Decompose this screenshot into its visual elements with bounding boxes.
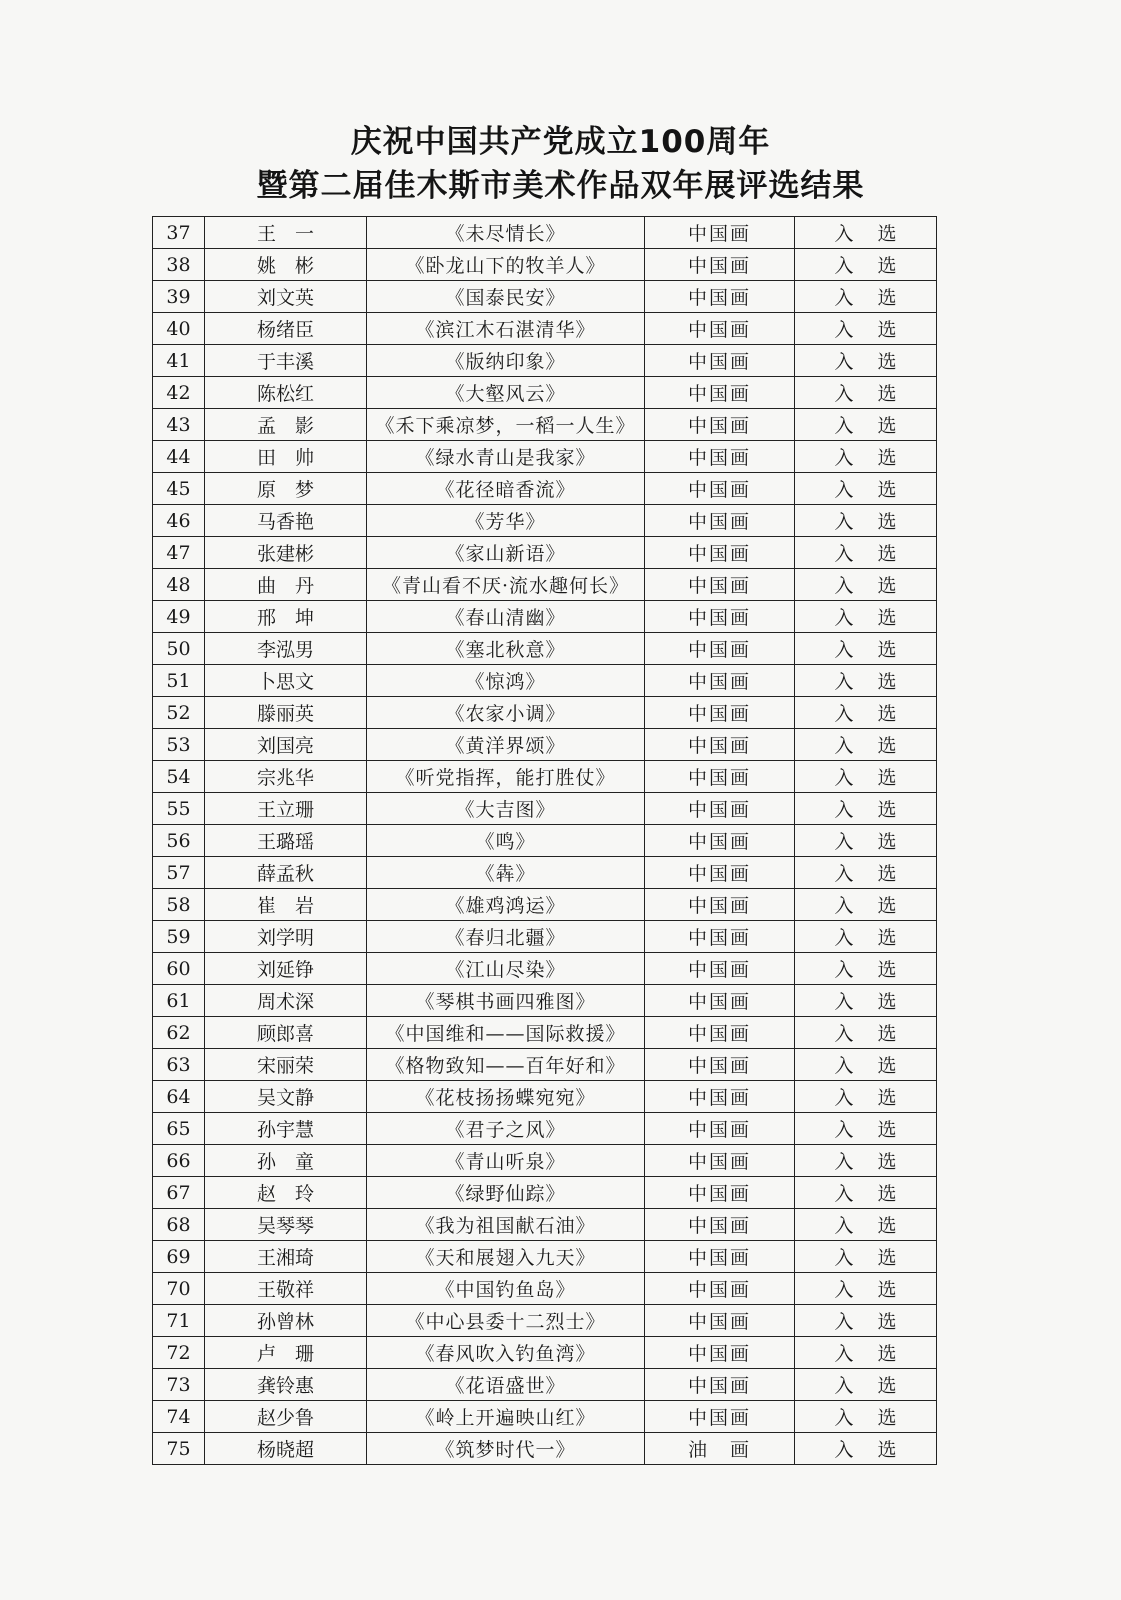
table-row xyxy=(153,601,937,633)
entry-number: 61 xyxy=(153,985,205,1017)
artwork-title: 《筑梦时代一》 xyxy=(367,1433,645,1465)
selection-result-text: 入选 xyxy=(834,799,921,821)
artwork-category: 油 画 xyxy=(645,1433,795,1465)
table-row xyxy=(153,409,937,441)
table-row xyxy=(153,1017,937,1049)
page-title-line2: 暨第二届佳木斯市美术作品双年展评选结果 xyxy=(256,168,865,204)
selection-result xyxy=(795,761,937,793)
table-row xyxy=(153,697,937,729)
entry-number: 50 xyxy=(153,633,205,665)
table-row xyxy=(153,921,937,953)
artwork-category: 中国画 xyxy=(645,1017,795,1049)
artwork-category: 中国画 xyxy=(645,601,795,633)
table-row xyxy=(153,505,937,537)
artwork-category: 中国画 xyxy=(645,793,795,825)
artist-name: 刘延铮 xyxy=(205,953,367,985)
entry-number: 74 xyxy=(153,1401,205,1433)
entry-number: 37 xyxy=(153,217,205,249)
artwork-title: 《花语盛世》 xyxy=(367,1369,645,1401)
table-row xyxy=(153,281,937,313)
selection-result xyxy=(795,1081,937,1113)
selection-result-text: 入选 xyxy=(834,479,921,501)
artwork-title: 《春山清幽》 xyxy=(367,601,645,633)
artist-name: 邢 坤 xyxy=(205,601,367,633)
selection-result-text: 入选 xyxy=(834,351,921,373)
selection-result-text: 入选 xyxy=(834,543,921,565)
artwork-title: 《鸣》 xyxy=(367,825,645,857)
entry-number: 70 xyxy=(153,1273,205,1305)
artwork-title: 《家山新语》 xyxy=(367,537,645,569)
selection-result xyxy=(795,569,937,601)
artwork-title: 《中心县委十二烈士》 xyxy=(367,1305,645,1337)
artwork-category: 中国画 xyxy=(645,217,795,249)
artwork-category: 中国画 xyxy=(645,1273,795,1305)
artwork-category: 中国画 xyxy=(645,569,795,601)
artwork-category: 中国画 xyxy=(645,377,795,409)
table-row xyxy=(153,569,937,601)
artwork-title: 《春归北疆》 xyxy=(367,921,645,953)
entry-number: 58 xyxy=(153,889,205,921)
table-row xyxy=(153,1177,937,1209)
artwork-title: 《中国钓鱼岛》 xyxy=(367,1273,645,1305)
artwork-title: 《琴棋书画四雅图》 xyxy=(367,985,645,1017)
entry-number: 45 xyxy=(153,473,205,505)
selection-result-text: 入选 xyxy=(834,1215,921,1237)
selection-result xyxy=(795,1113,937,1145)
selection-result xyxy=(795,217,937,249)
table-row xyxy=(153,1401,937,1433)
artist-name: 崔 岩 xyxy=(205,889,367,921)
table-row xyxy=(153,313,937,345)
selection-result-text: 入选 xyxy=(834,735,921,757)
entry-number: 66 xyxy=(153,1145,205,1177)
selection-result-text: 入选 xyxy=(834,895,921,917)
selection-result-text: 入选 xyxy=(834,1375,921,1397)
entry-number: 72 xyxy=(153,1337,205,1369)
table-row xyxy=(153,1337,937,1369)
selection-result xyxy=(795,249,937,281)
artwork-title: 《听党指挥，能打胜仗》 xyxy=(367,761,645,793)
selection-result xyxy=(795,1433,937,1465)
artwork-category: 中国画 xyxy=(645,1145,795,1177)
artwork-title: 《我为祖国献石油》 xyxy=(367,1209,645,1241)
results-table-body xyxy=(153,217,937,1465)
artist-name: 杨绪臣 xyxy=(205,313,367,345)
selection-result-text: 入选 xyxy=(834,415,921,437)
artist-name: 田 帅 xyxy=(205,441,367,473)
selection-result xyxy=(795,825,937,857)
artwork-title: 《禾下乘凉梦，一稻一人生》 xyxy=(367,409,645,441)
selection-result xyxy=(795,281,937,313)
artwork-category: 中国画 xyxy=(645,761,795,793)
artist-name: 孙曾林 xyxy=(205,1305,367,1337)
artwork-title: 《大壑风云》 xyxy=(367,377,645,409)
artwork-title: 《国泰民安》 xyxy=(367,281,645,313)
artwork-category: 中国画 xyxy=(645,665,795,697)
artist-name: 马香艳 xyxy=(205,505,367,537)
artist-name: 卢 珊 xyxy=(205,1337,367,1369)
artist-name: 李泓男 xyxy=(205,633,367,665)
artwork-title: 《塞北秋意》 xyxy=(367,633,645,665)
table-row xyxy=(153,249,937,281)
selection-result xyxy=(795,473,937,505)
selection-result-text: 入选 xyxy=(834,447,921,469)
artwork-title: 《滨江木石湛清华》 xyxy=(367,313,645,345)
entry-number: 39 xyxy=(153,281,205,313)
table-row xyxy=(153,985,937,1017)
artist-name: 滕丽英 xyxy=(205,697,367,729)
artwork-category: 中国画 xyxy=(645,1049,795,1081)
artwork-category: 中国画 xyxy=(645,857,795,889)
artwork-category: 中国画 xyxy=(645,953,795,985)
entry-number: 62 xyxy=(153,1017,205,1049)
selection-result xyxy=(795,1177,937,1209)
entry-number: 40 xyxy=(153,313,205,345)
artwork-title: 《花枝扬扬蝶宛宛》 xyxy=(367,1081,645,1113)
entry-number: 54 xyxy=(153,761,205,793)
selection-result xyxy=(795,409,937,441)
artwork-title: 《青山看不厌·流水趣何长》 xyxy=(367,569,645,601)
table-row xyxy=(153,1209,937,1241)
table-row xyxy=(153,537,937,569)
selection-result-text: 入选 xyxy=(834,671,921,693)
artwork-title: 《犇》 xyxy=(367,857,645,889)
selection-result xyxy=(795,697,937,729)
artwork-category: 中国画 xyxy=(645,313,795,345)
artwork-category: 中国画 xyxy=(645,921,795,953)
entry-number: 57 xyxy=(153,857,205,889)
artwork-title: 《芳华》 xyxy=(367,505,645,537)
entry-number: 53 xyxy=(153,729,205,761)
artist-name: 姚 彬 xyxy=(205,249,367,281)
results-table xyxy=(152,216,937,1465)
selection-result xyxy=(795,1049,937,1081)
artwork-title: 《雄鸡鸿运》 xyxy=(367,889,645,921)
artist-name: 曲 丹 xyxy=(205,569,367,601)
selection-result xyxy=(795,953,937,985)
artist-name: 王璐瑶 xyxy=(205,825,367,857)
table-row xyxy=(153,729,937,761)
artist-name: 王 一 xyxy=(205,217,367,249)
selection-result xyxy=(795,857,937,889)
artwork-category: 中国画 xyxy=(645,537,795,569)
artist-name: 张建彬 xyxy=(205,537,367,569)
artwork-title: 《格物致知——百年好和》 xyxy=(367,1049,645,1081)
table-row xyxy=(153,1305,937,1337)
table-row xyxy=(153,633,937,665)
entry-number: 59 xyxy=(153,921,205,953)
table-row xyxy=(153,377,937,409)
selection-result-text: 入选 xyxy=(834,223,921,245)
artwork-title: 《春风吹入钓鱼湾》 xyxy=(367,1337,645,1369)
selection-result xyxy=(795,537,937,569)
artwork-category: 中国画 xyxy=(645,1337,795,1369)
entry-number: 52 xyxy=(153,697,205,729)
selection-result-text: 入选 xyxy=(834,959,921,981)
selection-result-text: 入选 xyxy=(834,1183,921,1205)
artwork-title: 《中国维和——国际救援》 xyxy=(367,1017,645,1049)
artwork-title: 《江山尽染》 xyxy=(367,953,645,985)
artwork-category: 中国画 xyxy=(645,1401,795,1433)
artwork-category: 中国画 xyxy=(645,345,795,377)
entry-number: 47 xyxy=(153,537,205,569)
selection-result xyxy=(795,601,937,633)
selection-result-text: 入选 xyxy=(834,1247,921,1269)
selection-result xyxy=(795,1209,937,1241)
artist-name: 顾郎喜 xyxy=(205,1017,367,1049)
entry-number: 69 xyxy=(153,1241,205,1273)
table-row xyxy=(153,1081,937,1113)
table-row xyxy=(153,793,937,825)
artwork-category: 中国画 xyxy=(645,729,795,761)
artist-name: 孙宇慧 xyxy=(205,1113,367,1145)
entry-number: 46 xyxy=(153,505,205,537)
selection-result-text: 入选 xyxy=(834,1279,921,1301)
selection-result xyxy=(795,1017,937,1049)
selection-result-text: 入选 xyxy=(834,1119,921,1141)
artist-name: 宋丽荣 xyxy=(205,1049,367,1081)
selection-result-text: 入选 xyxy=(834,863,921,885)
selection-result-text: 入选 xyxy=(834,383,921,405)
entry-number: 63 xyxy=(153,1049,205,1081)
artwork-category: 中国画 xyxy=(645,1241,795,1273)
artwork-category: 中国画 xyxy=(645,1113,795,1145)
artwork-category: 中国画 xyxy=(645,697,795,729)
selection-result xyxy=(795,1305,937,1337)
table-row xyxy=(153,1369,937,1401)
selection-result xyxy=(795,633,937,665)
artwork-title: 《绿水青山是我家》 xyxy=(367,441,645,473)
selection-result xyxy=(795,793,937,825)
artwork-title: 《青山听泉》 xyxy=(367,1145,645,1177)
entry-number: 55 xyxy=(153,793,205,825)
artist-name: 龚铃惠 xyxy=(205,1369,367,1401)
artwork-category: 中国画 xyxy=(645,1209,795,1241)
selection-result-text: 入选 xyxy=(834,1343,921,1365)
table-row xyxy=(153,1113,937,1145)
artist-name: 原 梦 xyxy=(205,473,367,505)
artwork-category: 中国画 xyxy=(645,985,795,1017)
artwork-category: 中国画 xyxy=(645,825,795,857)
table-row xyxy=(153,665,937,697)
entry-number: 42 xyxy=(153,377,205,409)
table-row xyxy=(153,953,937,985)
selection-result xyxy=(795,1241,937,1273)
entry-number: 64 xyxy=(153,1081,205,1113)
selection-result-text: 入选 xyxy=(834,767,921,789)
table-row xyxy=(153,345,937,377)
selection-result xyxy=(795,1273,937,1305)
entry-number: 48 xyxy=(153,569,205,601)
selection-result xyxy=(795,1145,937,1177)
entry-number: 73 xyxy=(153,1369,205,1401)
artwork-title: 《花径暗香流》 xyxy=(367,473,645,505)
selection-result xyxy=(795,1401,937,1433)
selection-result xyxy=(795,889,937,921)
artwork-category: 中国画 xyxy=(645,473,795,505)
entry-number: 41 xyxy=(153,345,205,377)
artwork-category: 中国画 xyxy=(645,1177,795,1209)
selection-result-text: 入选 xyxy=(834,1407,921,1429)
selection-result xyxy=(795,1337,937,1369)
selection-result-text: 入选 xyxy=(834,1439,921,1461)
artwork-category: 中国画 xyxy=(645,409,795,441)
artwork-title: 《惊鸿》 xyxy=(367,665,645,697)
selection-result-text: 入选 xyxy=(834,319,921,341)
table-row xyxy=(153,1273,937,1305)
selection-result xyxy=(795,1369,937,1401)
entry-number: 75 xyxy=(153,1433,205,1465)
table-row xyxy=(153,217,937,249)
artwork-title: 《绿野仙踪》 xyxy=(367,1177,645,1209)
artwork-category: 中国画 xyxy=(645,249,795,281)
selection-result-text: 入选 xyxy=(834,1055,921,1077)
selection-result-text: 入选 xyxy=(834,1087,921,1109)
artwork-title: 《农家小调》 xyxy=(367,697,645,729)
selection-result xyxy=(795,377,937,409)
artwork-title: 《天和展翅入九天》 xyxy=(367,1241,645,1273)
selection-result xyxy=(795,441,937,473)
selection-result-text: 入选 xyxy=(834,607,921,629)
artist-name: 孟 影 xyxy=(205,409,367,441)
table-row xyxy=(153,825,937,857)
artist-name: 王湘琦 xyxy=(205,1241,367,1273)
artwork-title: 《版纳印象》 xyxy=(367,345,645,377)
entry-number: 38 xyxy=(153,249,205,281)
entry-number: 49 xyxy=(153,601,205,633)
artist-name: 刘学明 xyxy=(205,921,367,953)
table-row xyxy=(153,857,937,889)
selection-result-text: 入选 xyxy=(834,831,921,853)
artwork-category: 中国画 xyxy=(645,441,795,473)
artwork-title: 《卧龙山下的牧羊人》 xyxy=(367,249,645,281)
table-row xyxy=(153,761,937,793)
selection-result-text: 入选 xyxy=(834,927,921,949)
selection-result-text: 入选 xyxy=(834,511,921,533)
artwork-category: 中国画 xyxy=(645,633,795,665)
artist-name: 杨晓超 xyxy=(205,1433,367,1465)
artist-name: 赵少鲁 xyxy=(205,1401,367,1433)
table-row xyxy=(153,1241,937,1273)
artist-name: 周术深 xyxy=(205,985,367,1017)
artist-name: 孙 童 xyxy=(205,1145,367,1177)
artwork-category: 中国画 xyxy=(645,1081,795,1113)
table-row xyxy=(153,1049,937,1081)
entry-number: 44 xyxy=(153,441,205,473)
artist-name: 陈松红 xyxy=(205,377,367,409)
entry-number: 56 xyxy=(153,825,205,857)
artwork-title: 《岭上开遍映山红》 xyxy=(367,1401,645,1433)
entry-number: 60 xyxy=(153,953,205,985)
table-row xyxy=(153,1433,937,1465)
selection-result-text: 入选 xyxy=(834,255,921,277)
artist-name: 卜思文 xyxy=(205,665,367,697)
selection-result-text: 入选 xyxy=(834,1311,921,1333)
selection-result-text: 入选 xyxy=(834,639,921,661)
entry-number: 65 xyxy=(153,1113,205,1145)
artwork-category: 中国画 xyxy=(645,505,795,537)
selection-result xyxy=(795,665,937,697)
selection-result xyxy=(795,729,937,761)
selection-result xyxy=(795,505,937,537)
entry-number: 68 xyxy=(153,1209,205,1241)
artist-name: 于丰溪 xyxy=(205,345,367,377)
artwork-title: 《大吉图》 xyxy=(367,793,645,825)
artist-name: 王立珊 xyxy=(205,793,367,825)
page-title-line1: 庆祝中国共产党成立100周年 xyxy=(350,124,771,160)
selection-result xyxy=(795,313,937,345)
selection-result-text: 入选 xyxy=(834,575,921,597)
selection-result-text: 入选 xyxy=(834,703,921,725)
artwork-category: 中国画 xyxy=(645,1369,795,1401)
artwork-title: 《未尽情长》 xyxy=(367,217,645,249)
selection-result xyxy=(795,345,937,377)
artist-name: 宗兆华 xyxy=(205,761,367,793)
artist-name: 薛孟秋 xyxy=(205,857,367,889)
selection-result-text: 入选 xyxy=(834,1151,921,1173)
table-row xyxy=(153,441,937,473)
artwork-title: 《君子之风》 xyxy=(367,1113,645,1145)
selection-result-text: 入选 xyxy=(834,1023,921,1045)
artist-name: 吴文静 xyxy=(205,1081,367,1113)
selection-result xyxy=(795,985,937,1017)
selection-result-text: 入选 xyxy=(834,991,921,1013)
artist-name: 赵 玲 xyxy=(205,1177,367,1209)
artwork-category: 中国画 xyxy=(645,1305,795,1337)
artist-name: 吴琴琴 xyxy=(205,1209,367,1241)
entry-number: 43 xyxy=(153,409,205,441)
artist-name: 刘国亮 xyxy=(205,729,367,761)
artwork-category: 中国画 xyxy=(645,889,795,921)
artist-name: 刘文英 xyxy=(205,281,367,313)
entry-number: 51 xyxy=(153,665,205,697)
artwork-category: 中国画 xyxy=(645,281,795,313)
table-row xyxy=(153,473,937,505)
artwork-title: 《黄洋界颂》 xyxy=(367,729,645,761)
selection-result-text: 入选 xyxy=(834,287,921,309)
entry-number: 71 xyxy=(153,1305,205,1337)
artist-name: 王敬祥 xyxy=(205,1273,367,1305)
entry-number: 67 xyxy=(153,1177,205,1209)
table-row xyxy=(153,1145,937,1177)
table-row xyxy=(153,889,937,921)
selection-result xyxy=(795,921,937,953)
